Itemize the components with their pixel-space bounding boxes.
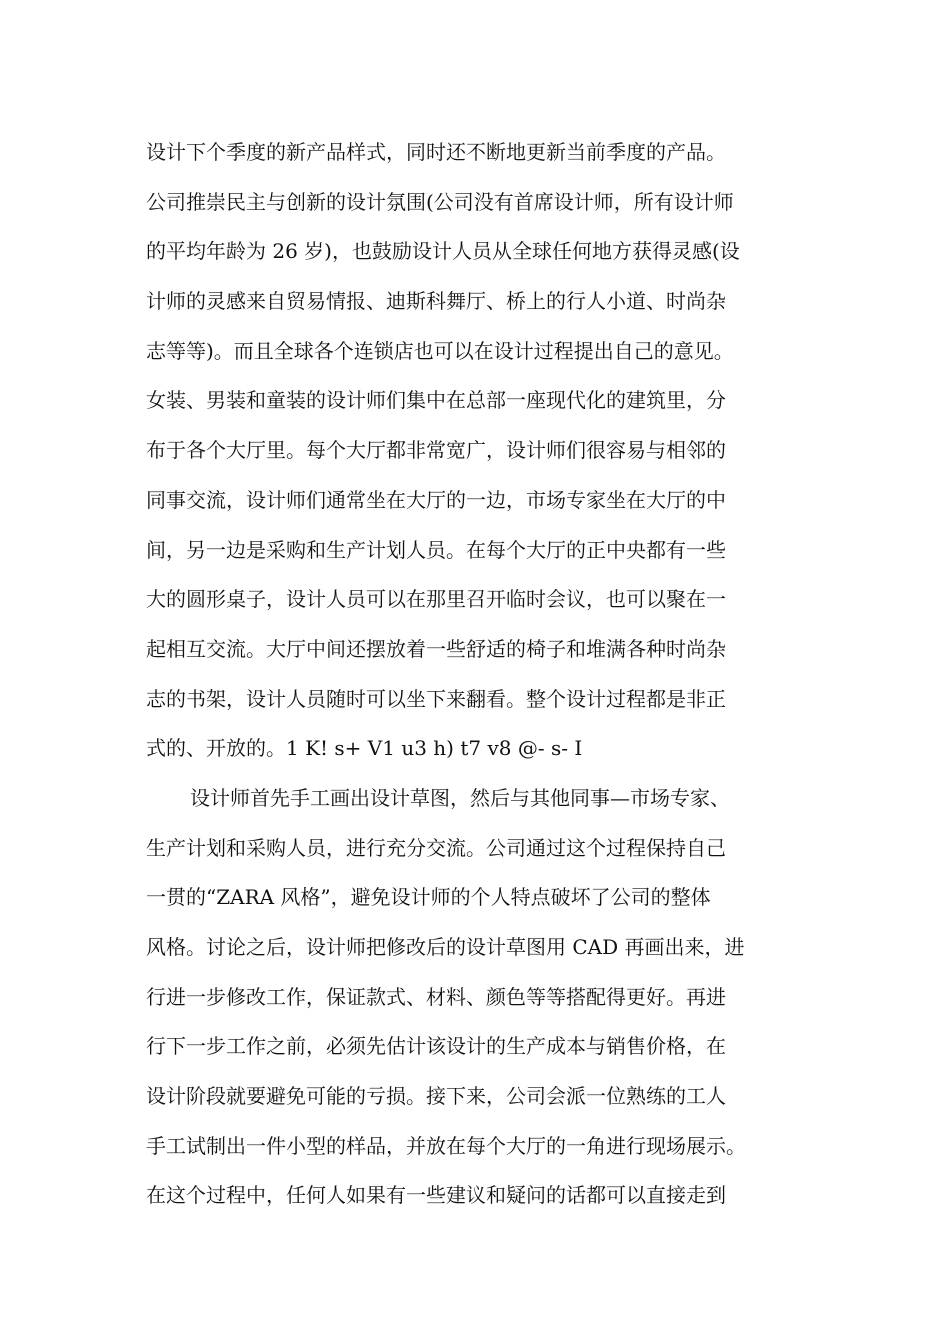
text-line: 布于各个大厅里。每个大厅都非常宽广，设计师们很容易与相邻的 — [146, 438, 726, 463]
text-line: 计师的灵感来自贸易情报、迪斯科舞厅、桥上的行人小道、时尚杂 — [146, 289, 726, 314]
text-line: 大的圆形桌子，设计人员可以在那里召开临时会议，也可以聚在一 — [146, 587, 726, 612]
text-line: 一贯的“ZARA 风格”，避免设计师的个人特点破坏了公司的整体 — [146, 885, 711, 910]
text-line: 行下一步工作之前，必须先估计该设计的生产成本与销售价格，在 — [146, 1034, 726, 1059]
text-line: 设计阶段就要避免可能的亏损。接下来，公司会派一位熟练的工人 — [146, 1084, 726, 1109]
text-line: 设计下个季度的新产品样式，同时还不断地更新当前季度的产品。 — [146, 140, 726, 164]
text-line: 行进一步修改工作，保证款式、材料、颜色等等搭配得更好。再进 — [146, 984, 726, 1009]
text-line: 手工试制出一件小型的样品，并放在每个大厅的一角进行现场展示。 — [146, 1133, 746, 1158]
text-line: 女装、男装和童装的设计师们集中在总部一座现代化的建筑里，分 — [146, 388, 726, 413]
text-line: 式的、开放的。1 K! s+ V1 u3 h) t7 v8 @- s- I — [146, 736, 583, 761]
text-line: 在这个过程中，任何人如果有一些建议和疑问的话都可以直接走到 — [146, 1183, 726, 1208]
text-line: 间，另一边是采购和生产计划人员。在每个大厅的正中央都有一些 — [146, 537, 726, 562]
text-line: 公司推崇民主与创新的设计氛围(公司没有首席设计师，所有设计师 — [146, 189, 734, 214]
text-line: 起相互交流。大厅中间还摆放着一些舒适的椅子和堆满各种时尚杂 — [146, 636, 726, 661]
text-line: 风格。讨论之后，设计师把修改后的设计草图用 CAD 再画出来，进 — [146, 935, 745, 959]
text-line: 生产计划和采购人员，进行充分交流。公司通过这个过程保持自己 — [146, 835, 726, 860]
paragraph-first-line: 设计师首先手工画出设计草图，然后与其他同事—市场专家、 — [190, 785, 730, 810]
body-text — [146, 128, 826, 1221]
text-line: 志等等)。而且全球各个连锁店也可以在设计过程提出自己的意见。 — [146, 338, 734, 363]
text-line: 志的书架，设计人员随时可以坐下来翻看。整个设计过程都是非正 — [146, 686, 726, 711]
text-line: 的平均年龄为 26 岁)，也鼓励设计人员从全球任何地方获得灵感(设 — [146, 239, 740, 264]
text-line: 同事交流，设计师们通常坐在大厅的一边，市场专家坐在大厅的中 — [146, 487, 726, 512]
